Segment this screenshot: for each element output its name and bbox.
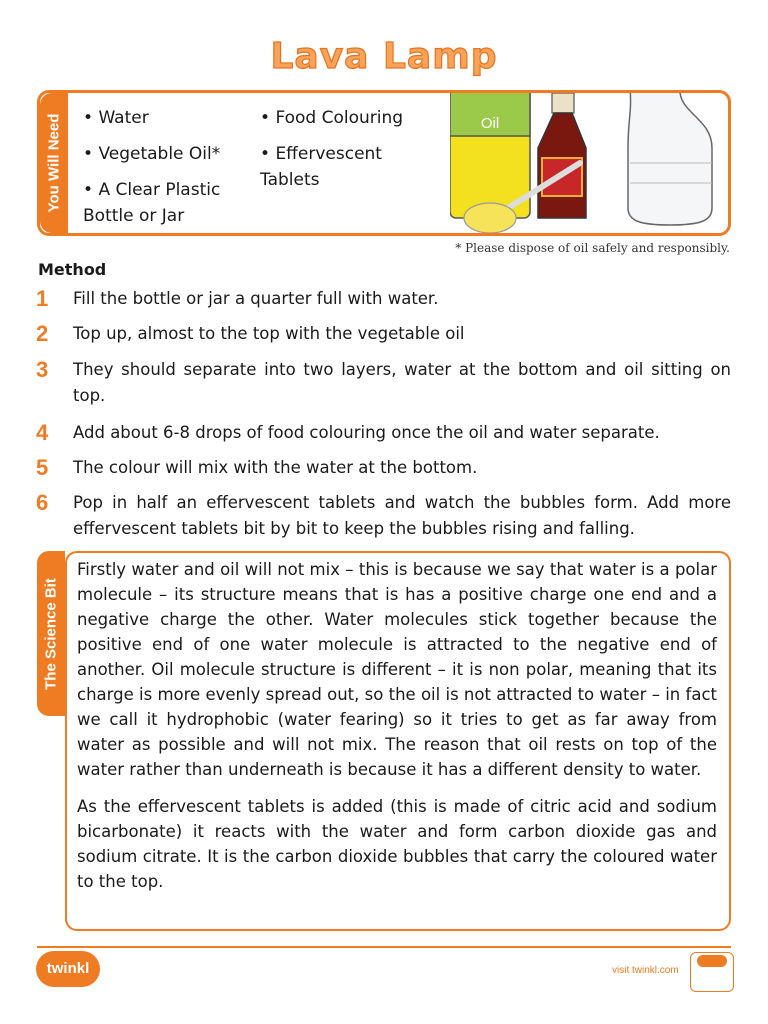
- list-item: • Food Colouring: [260, 105, 440, 131]
- list-item: • A Clear Plastic Bottle or Jar: [83, 177, 248, 229]
- list-item: • Water: [83, 105, 248, 131]
- oil-label: Oil: [480, 115, 500, 132]
- step-number: 5: [36, 455, 49, 480]
- you-will-need-label: You Will Need: [45, 113, 63, 213]
- science-label: The Science Bit: [42, 577, 60, 690]
- science-paragraph: As the effervescent tablets is added (this is made of citric acid and sodium bicarbonate) it reacts with the water and form carbon dioxide gas and sodium citrate. It is the carbon dioxide bubbles that carry the coloured water to the top.: [77, 797, 717, 891]
- science-text: [77, 557, 717, 906]
- badge-banner: [697, 955, 727, 967]
- food-colouring-bottle-icon: [538, 93, 586, 218]
- you-will-need-box: [37, 90, 731, 236]
- list-item: • Vegetable Oil*: [83, 141, 248, 167]
- science-tab: [37, 551, 65, 716]
- plastic-bottle-icon: [628, 93, 712, 225]
- science-paragraph: Firstly water and oil will not mix – this is because we say that water is a polar molecule – its structure means that is has a positive charge one end and a negative charge the other. Water molecules stick together because the positive end of one water molecule is attracted to the negative end of another. Oil molecule structure is different – it is non polar, meaning that its charge is more evenly spread out, so the oil is not attracted to water – in fact we call it hydrophobic (water fearing) so it tries to get as far away from water as possible and will not mix. The reason that oil rests on top of the water rather than underneath is because it has a different density to water.: [77, 560, 717, 779]
- list-item: • Effervescent Tablets: [260, 141, 440, 193]
- step-number: 6: [36, 490, 49, 515]
- visit-link[interactable]: visit twinkl.com: [612, 965, 679, 976]
- step-text: Add about 6-8 drops of food colouring once the oil and water separate.: [73, 423, 660, 442]
- page-title: Lava Lamp: [270, 36, 498, 77]
- twinkl-logo[interactable]: twinkl: [36, 951, 100, 987]
- you-will-need-tab: [40, 93, 68, 233]
- method-heading: Method: [38, 260, 107, 279]
- materials-list-2: [260, 105, 440, 203]
- step-number: 2: [36, 321, 49, 346]
- step-text: The colour will mix with the water at the bottom.: [73, 458, 478, 477]
- quality-badge-icon: [690, 952, 734, 992]
- materials-list-1: [83, 105, 248, 236]
- step-number: 1: [36, 286, 49, 311]
- oil-footnote: * Please dispose of oil safely and responsibly.: [455, 241, 730, 255]
- footer-divider: [37, 946, 731, 948]
- step-text: They should separate into two layers, water at the bottom and oil sitting on top.: [73, 360, 731, 405]
- step-number: 4: [36, 420, 49, 445]
- materials-illustration: [450, 93, 731, 236]
- step-text: Pop in half an effervescent tablets and watch the bubbles form. Add more effervescent tablets bit by bit to keep the bubbles rising and falling.: [73, 493, 731, 538]
- step-text: Fill the bottle or jar a quarter full with water.: [73, 289, 439, 308]
- step-number: 3: [36, 357, 49, 382]
- science-box: [37, 551, 731, 931]
- step-text: Top up, almost to the top with the vegetable oil: [73, 324, 465, 343]
